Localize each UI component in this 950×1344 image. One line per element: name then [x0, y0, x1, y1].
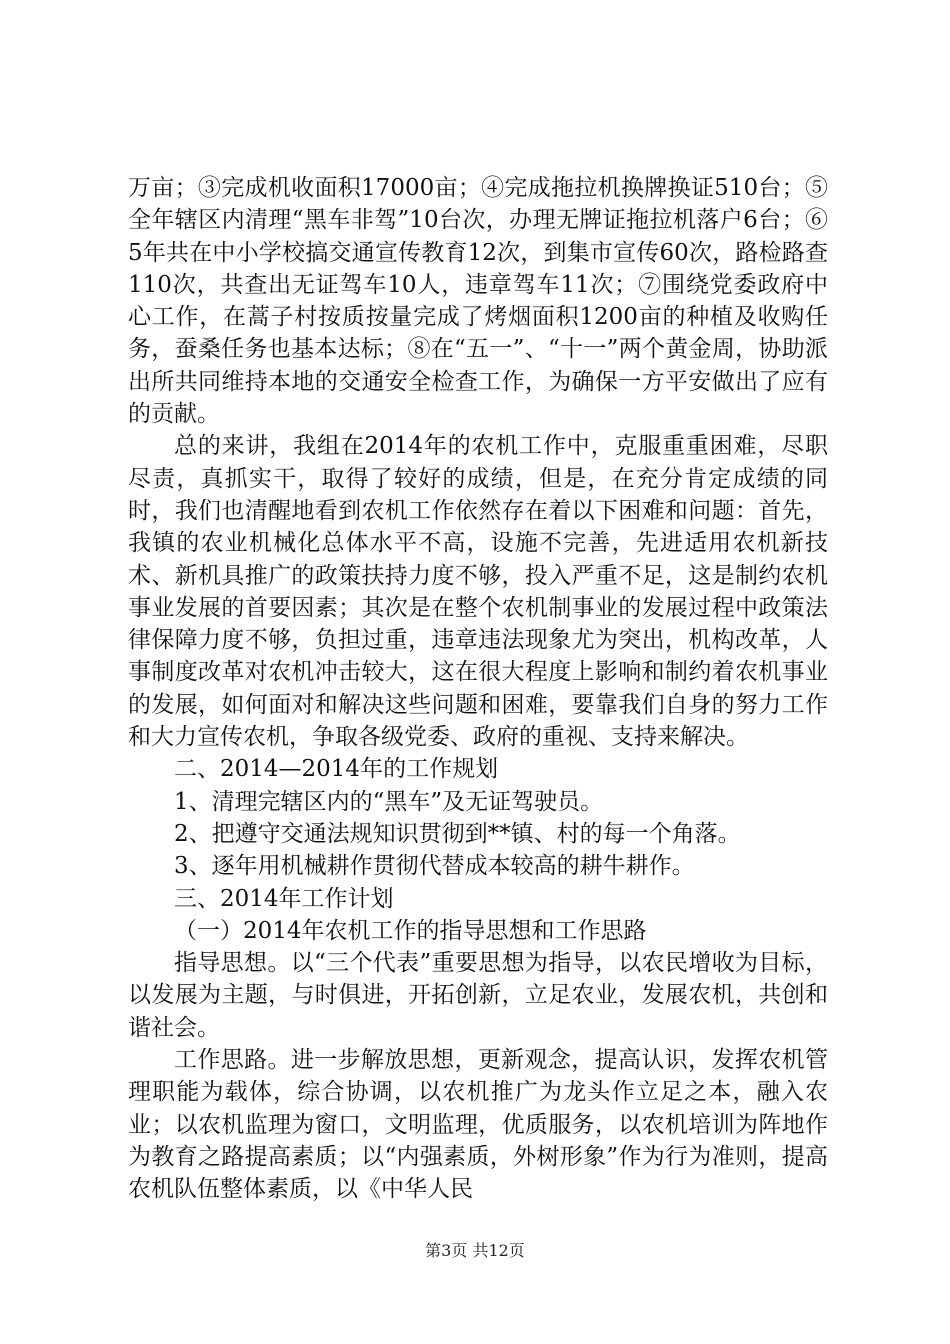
paragraph-2: 总的来讲，我组在2014年的农机工作中，克服重重困难，尽职尽责，真抓实干，取得了较好的成绩，但是，在充分肯定成绩的同时，我们也清醒地看到农机工作依然存在着以下困难和问题：首先，我镇的农业机械化总体水平不高，设施不完善，先进适用农机新技术、新机具推广的政策扶持力度不够，投入严重不足，这是制约农机事业发展的首要因素；其次是在整个农机制事业的发展过程中政策法律保障力度不够，负担过重，违章违法现象尤为突出，机构改革，人事制度改革对农机冲击较大，这在很大程度上影响和制约着农机事业的发展，如何面对和解决这些问题和困难，要靠我们自身的努力工作和大力宣传农机，争取各级党委、政府的重视、支持来解决。: [128, 433, 828, 751]
plan-item-3: 3、逐年用机械耕作贯彻代替成本较高的耕牛耕作。: [174, 853, 695, 880]
subsection-heading-1: （一）2014年农机工作的指导思想和工作思路: [174, 917, 647, 944]
paragraph-1: 万亩；③完成机收面积17000亩；④完成拖拉机换牌换证510台；⑤全年辖区内清理“黑车非驾”10台次，办理无牌证拖拉机落户6台；⑥5年共在中小学校搞交通宣传教育12次，到集市宣传60次，路检路查110次，共查出无证驾车10人，违章驾车11次；⑦围绕党委政府中心工作，在蒿子村按质按量完成了烤烟面积1200亩的种植及收购任务，蚕桑任务也基本达标；⑧在“五一”、“十一”两个黄金周，协助派出所共同维持本地的交通安全检查工作，为确保一方平安做出了应有的贡献。: [128, 175, 828, 428]
plan-item-1: 1、清理完辖区内的“黑车”及无证驾驶员。: [174, 788, 604, 815]
section-heading-2: 二、2014—2014年的工作规划: [174, 756, 499, 783]
body-text: [128, 172, 828, 1206]
page-footer: 第3页 共12页: [425, 1241, 525, 1260]
plan-item-2: 2、把遵守交通法规知识贯彻到**镇、村的每一个角落。: [174, 820, 741, 847]
paragraph-work-approach: 工作思路。进一步解放思想，更新观念，提高认识，发挥农机管理职能为载体，综合协调，以农机推广为龙头作立足之本，融入农业；以农机监理为窗口，文明监理，优质服务，以农机培训为阵地作为教育之路提高素质；以“内强素质，外树形象”作为行为准则，提高农机队伍整体素质，以《中华人民: [128, 1047, 828, 1203]
paragraph-guiding-ideology: 指导思想。以“三个代表”重要思想为指导，以农民增收为目标，以发展为主题，与时俱进，开拓创新，立足农业，发展农机，共创和谐社会。: [128, 950, 828, 1041]
section-heading-3: 三、2014年工作计划: [174, 885, 394, 912]
